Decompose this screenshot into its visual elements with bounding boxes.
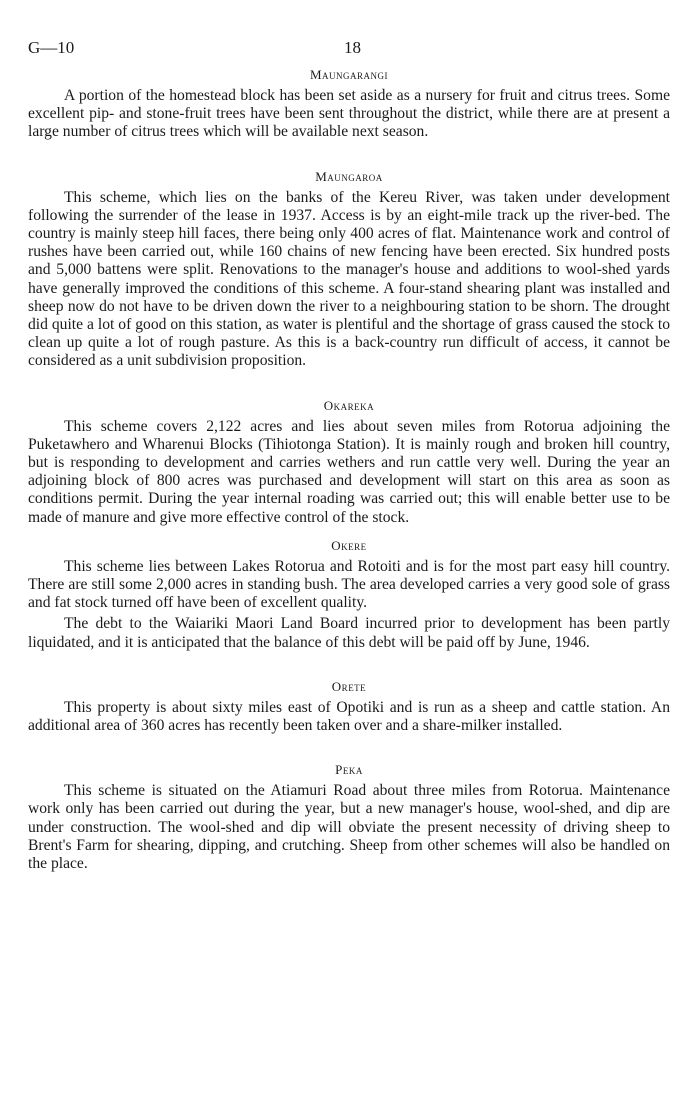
section-maungarangi: [28, 66, 670, 142]
section-maungaroa: [28, 168, 670, 371]
section-heading: Okareka: [323, 397, 375, 413]
section-heading: Orete: [331, 678, 367, 694]
page-header: [28, 38, 670, 62]
document-page: [28, 38, 670, 873]
section-paragraph: This property is about sixty miles east of Opotiki and is run as a sheep and cattle station. An additional area of 360 acres has recently been taken over and a share-milker installed.: [28, 698, 670, 735]
section-paragraph: This scheme is situated on the Atiamuri Road about three miles from Rotorua. Maintenance work only has been carried out during the year, but a new manager's house, wool-shed, and dip are under construction. The wool-shed and dip will obviate the present necessity of driving sheep to Brent's Farm for shearing, dipping, and crutching. Sheep from other schemes will also be handled on the place.: [28, 782, 670, 873]
section-paragraph: This scheme, which lies on the banks of the Kereu River, was taken under development following the surrender of the lease in 1937. Access is by an eight-mile track up the river-bed. The country is mainly steep hill faces, there being only 400 acres of flat. Maintenance work and control of rushes have been carried out, while 160 chains of new fencing have been erected. Six hundred posts and 5,000 battens were split. Renovations to the manager's house and additions to wool-shed yards have generally improved the conditions of this scheme. A four-stand shearing plant was installed and sheep now do not have to be driven down the river to a neighbouring station to be shorn. The drought did quite a lot of good on this station, as water is plentiful and the shortage of grass caused the stock to clean up quite a lot of rough pasture. As this is a back-country run difficult of access, it cannot be considered as a unit subdivision proposition.: [28, 188, 670, 370]
section-orete: [28, 678, 670, 735]
section-paragraph: The debt to the Waiariki Maori Land Board incurred prior to development has been partly liquidated, and it is anticipated that the balance of this debt will be paid off by June, 1946.: [28, 615, 670, 651]
page-number: 18: [344, 38, 361, 57]
section-heading: Maungaroa: [315, 168, 383, 184]
section-heading: Peka: [335, 762, 363, 778]
section-paragraph: A portion of the homestead block has been set aside as a nursery for fruit and citrus trees. Some excellent pip- and stone-fruit trees have been sent throughout the district, while there are at present a large number of citrus trees which will be available next season.: [28, 87, 670, 141]
section-okere: [28, 537, 670, 652]
section-paragraph: This scheme lies between Lakes Rotorua and Rotoiti and is for the most part easy hill country. There are still some 2,000 acres in standing bush. The area developed carries a very good sole of grass and fat stock turned off have been of excellent quality.: [28, 557, 670, 612]
section-paragraph: This scheme covers 2,122 acres and lies about seven miles from Rotorua adjoining the Puketawhero and Wharenui Blocks (Tihiotonga Station). It is mainly rough and broken hill country, but is responding to development and carries wethers and run cattle very well. During the year an adjoining block of 800 acres was purchased and development will start on this area as soon as conditions permit. During the year internal roading was carried out; this will enable better use to be made of manure and give more effective control of the stock.: [28, 417, 670, 526]
document-reference: G—10: [28, 38, 75, 57]
section-peka: [28, 761, 670, 873]
section-heading: Okere: [331, 537, 367, 553]
section-okareka: [28, 397, 670, 527]
section-heading: Maungarangi: [309, 67, 389, 82]
